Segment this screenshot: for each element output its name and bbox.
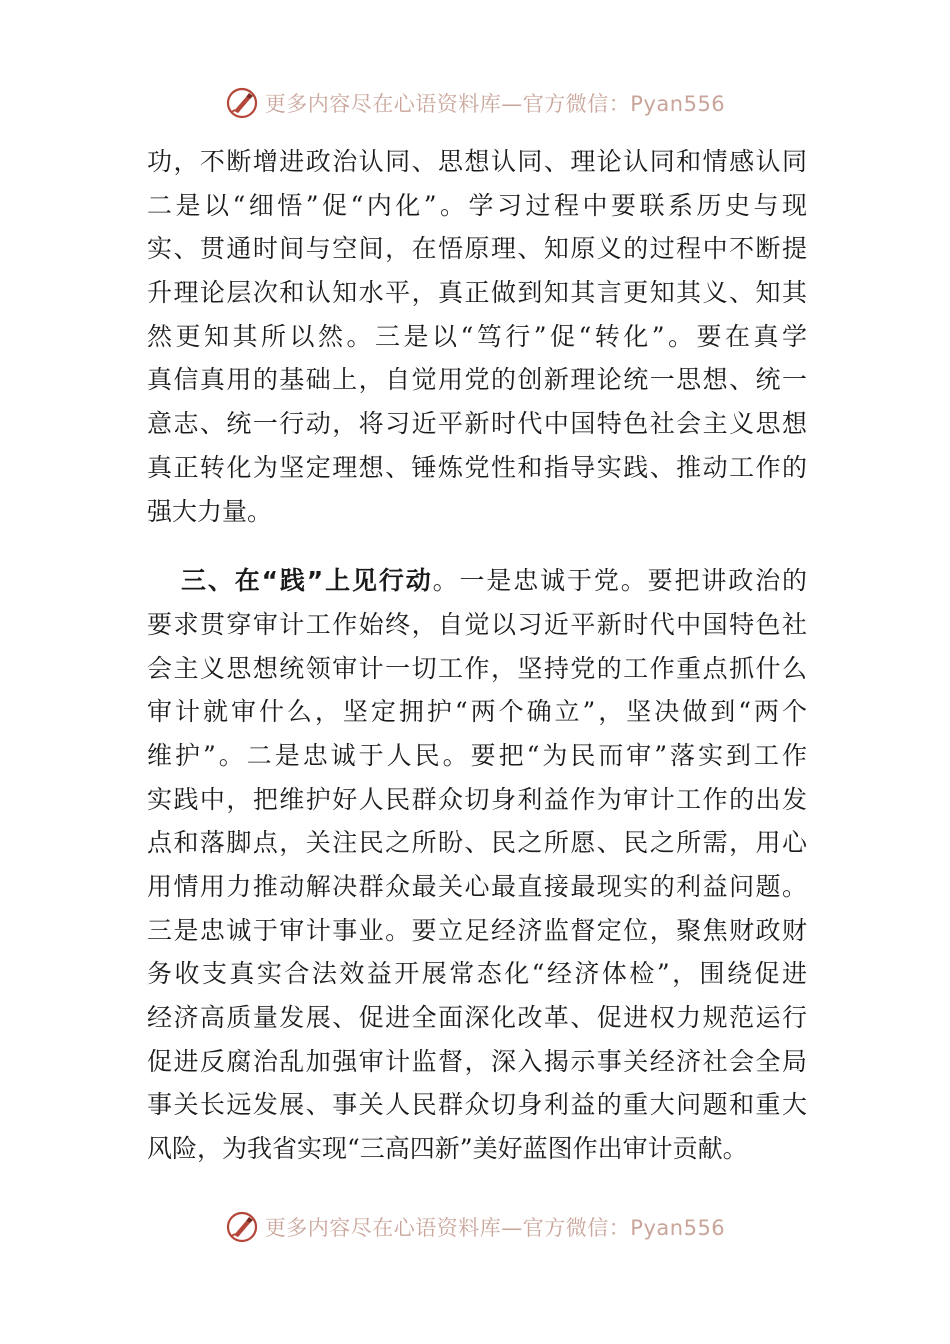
- text-line: 要求贯穿审计工作始终，自觉以习近平新时代中国特色社: [147, 609, 807, 639]
- text-line: 风险，为我省实现“三高四新”美好蓝图作出审计贡献。: [147, 1134, 748, 1164]
- text-line: 强大力量。: [147, 496, 273, 526]
- text-line: 真信真用的基础上，自觉用党的创新理论统一思想、统一: [147, 365, 807, 395]
- paragraph-first-line: [147, 559, 807, 603]
- text-span: 。一是忠诚于党。要把讲政治的: [432, 566, 807, 596]
- pen-nib-icon: [225, 86, 259, 120]
- text-line: 实践中，把维护好人民群众切身利益作为审计工作的出发: [147, 784, 807, 814]
- text-line: 务收支真实合法效益开展常态化“经济体检”，围绕促进: [147, 959, 807, 989]
- text-line: 会主义思想统领审计一切工作，坚持党的工作重点抓什么: [147, 653, 807, 683]
- text-line: 然更知其所以然。三是以“笃行”促“转化”。要在真学: [147, 321, 807, 351]
- watermark-text: 更多内容尽在心语资料库—官方微信：Pyan556: [264, 92, 726, 116]
- text-line: 审计就审什么，坚定拥护“两个确立”，坚决做到“两个: [147, 697, 807, 727]
- text-line: 意志、统一行动，将习近平新时代中国特色社会主义思想: [147, 409, 807, 439]
- watermark-text: 更多内容尽在心语资料库—官方微信：Pyan556: [264, 1216, 726, 1240]
- paragraph: [147, 140, 807, 533]
- text-line: 经济高质量发展、促进全面深化改革、促进权力规范运行: [147, 1003, 807, 1033]
- text-line: 事关长远发展、事关人民群众切身利益的重大问题和重大: [147, 1090, 807, 1120]
- text-line: 功，不断增进政治认同、思想认同、理论认同和情感认同: [147, 147, 807, 176]
- text-line: 用情用力推动解决群众最关心最直接最现实的利益问题。: [147, 872, 807, 901]
- text-line: 真正转化为坚定理想、锤炼党性和指导实践、推动工作的: [147, 452, 807, 482]
- footer-watermark: [0, 1207, 950, 1247]
- text-line: 实、贯通时间与空间，在悟原理、知原义的过程中不断提: [147, 234, 807, 264]
- document-body: [147, 140, 807, 1171]
- header-watermark: [0, 83, 950, 123]
- text-line: 二是以“细悟”促“内化”。学习过程中要联系历史与现: [147, 190, 807, 220]
- text-line: 维护”。二是忠诚于人民。要把“为民而审”落实到工作: [147, 740, 807, 770]
- pen-nib-icon: [225, 1210, 259, 1244]
- text-line: 点和落脚点，关注民之所盼、民之所愿、民之所需，用心: [147, 828, 807, 858]
- text-line: 升理论层次和认知水平，真正做到知其言更知其义、知其: [147, 278, 807, 308]
- text-line: 三是忠诚于审计事业。要立足经济监督定位，聚焦财政财: [147, 915, 807, 945]
- section-heading: 三、在“践”上见行动: [181, 566, 433, 596]
- paragraph: [147, 559, 807, 1171]
- text-line: 促进反腐治乱加强审计监督，深入揭示事关经济社会全局: [147, 1046, 807, 1076]
